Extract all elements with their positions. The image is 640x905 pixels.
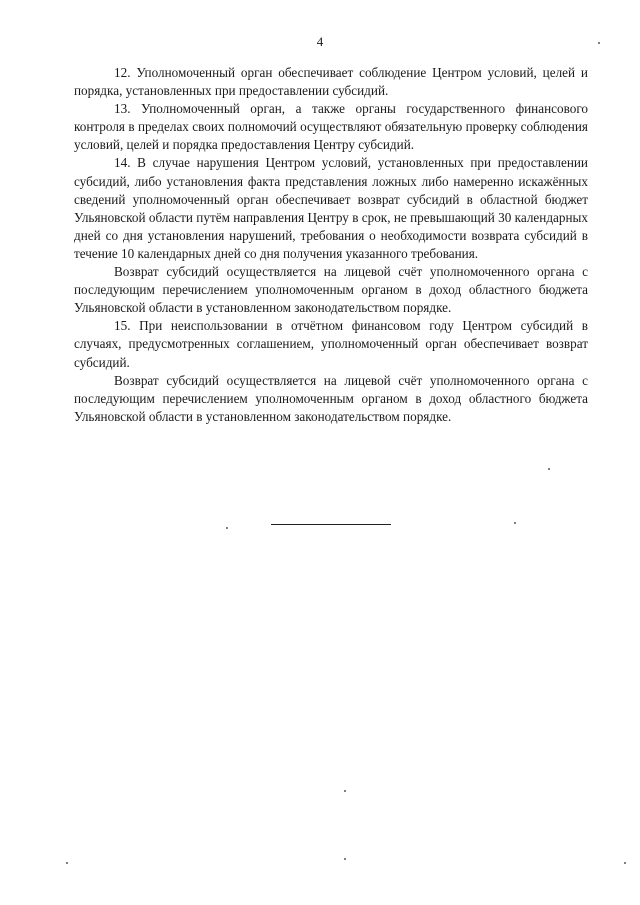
paragraph-15: 15. При неиспользовании в отчётном финансовом году Центром субсидий в случаях, предусмотренных соглашением, уполномоченный орган обеспечивает возврат субсидий.: [74, 318, 588, 370]
scan-speck: [344, 858, 346, 860]
paragraph-14-refund: Возврат субсидий осуществляется на лицевой счёт уполномоченного органа с последующим перечислением уполномоченным органом в доход областного бюджета Ульяновской области в установленном законодательством порядке.: [74, 264, 588, 316]
scan-speck: [548, 468, 550, 470]
closing-divider: [271, 524, 391, 525]
paragraph-12: 12. Уполномоченный орган обеспечивает соблюдение Центром условий, целей и порядка, установленных при предоставлении субсидий.: [74, 65, 588, 99]
paragraph-13: 13. Уполномоченный орган, а также органы государственного финансового контроля в пределах своих полномочий осуществляют обязательную проверку соблюдения условий, целей и порядка предоставления Центру субсидий.: [74, 101, 588, 153]
scan-speck: [624, 862, 626, 864]
page-number: 4: [316, 34, 324, 49]
scan-speck: [514, 522, 516, 524]
scan-speck: [66, 862, 68, 864]
document-body: [74, 64, 588, 426]
paragraph-15-refund: Возврат субсидий осуществляется на лицевой счёт уполномоченного органа с последующим перечислением уполномоченным органом в доход областного бюджета Ульяновской области в установленном законодательством порядке.: [74, 372, 588, 424]
paragraph-14: 14. В случае нарушения Центром условий, установленных при предоставлении субсидий, либо установления факта представления ложных либо намеренно искажённых сведений уполномоченный орган обеспечивает возврат субсидий в областной бюджет Ульяновской области путём направления Центру в срок, не превышающий 30 календарных дней со дня установления нарушений, требования о необходимости возврата субсидий в течение 10 календарных дней со дня получения указанного требования.: [74, 155, 588, 261]
scan-speck: [344, 790, 346, 792]
scan-speck: [226, 527, 228, 529]
scan-speck: [598, 42, 600, 44]
